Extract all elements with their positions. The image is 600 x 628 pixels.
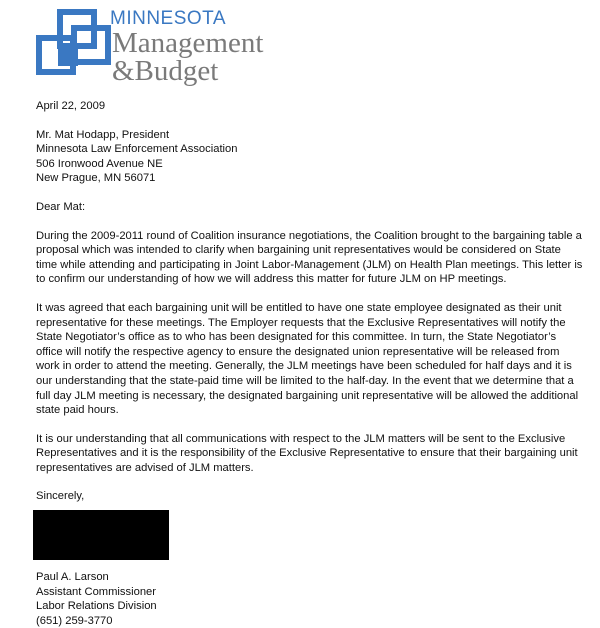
signer-line: Labor Relations Division bbox=[36, 600, 157, 613]
letter-date: April 22, 2009 bbox=[36, 100, 106, 112]
salutation: Dear Mat: bbox=[36, 200, 86, 213]
recipient-line: Mr. Mat Hodapp, President bbox=[36, 128, 170, 141]
signer-line: (651) 259-3770 bbox=[36, 614, 113, 627]
signer-line: Paul A. Larson bbox=[36, 571, 109, 584]
organization-logo bbox=[36, 8, 266, 87]
letter-body bbox=[36, 99, 584, 628]
paragraph: It is our understanding that all communications with respect to the JLM matters will be sent to the Exclusive Representatives and it is the responsibility of the Exclusive Representative to ensure that their bargaining unit representatives are advised of JLM matters. bbox=[36, 432, 578, 474]
paragraph: It was agreed that each bargaining unit will be entitled to have one state employee designated as their unit representative for these meetings. The Employer requests that the Exclusive Representatives will notify the State Negotiator’s office as to who has been designated for this committee. In turn, the State Negotiator’s office will notify the respective agency to ensure the designated union representative will be released from work in order to attend the meeting. Generally, the JLM meetings have been scheduled for half days and it is our understanding that the state-paid time will be limited to the half-day. In the event that we determine that a full day JLM meeting is necessary, the designated bargaining unit representative will be allowed the additional state paid hours. bbox=[36, 301, 579, 417]
logo-budget: &Budget bbox=[112, 55, 219, 87]
signer-block bbox=[36, 570, 584, 628]
paragraph: During the 2009-2011 round of Coalition insurance negotiations, the Coalition brought to the bargaining table a proposal which was intended to clarify when bargaining unit representatives would be considered on State time while attending and participating in Joint Labor-Management (JLM) on Health Plan meetings. This letter is to confirm our understanding of how we will address this matter for future JLM on HP meetings. bbox=[36, 229, 583, 286]
recipient-line: Minnesota Law Enforcement Association bbox=[36, 143, 238, 156]
signer-line: Assistant Commissioner bbox=[36, 585, 156, 598]
recipient-line: New Prague, MN 56071 bbox=[36, 172, 156, 185]
redacted-signature bbox=[33, 510, 169, 560]
recipient-address bbox=[36, 128, 584, 186]
recipient-line: 506 Ironwood Avenue NE bbox=[36, 157, 163, 170]
closing: Sincerely, bbox=[36, 490, 85, 503]
logo-management: Management bbox=[112, 27, 264, 59]
logo-state-name: MINNESOTA bbox=[110, 8, 227, 29]
logo-squares-icon bbox=[36, 8, 116, 84]
